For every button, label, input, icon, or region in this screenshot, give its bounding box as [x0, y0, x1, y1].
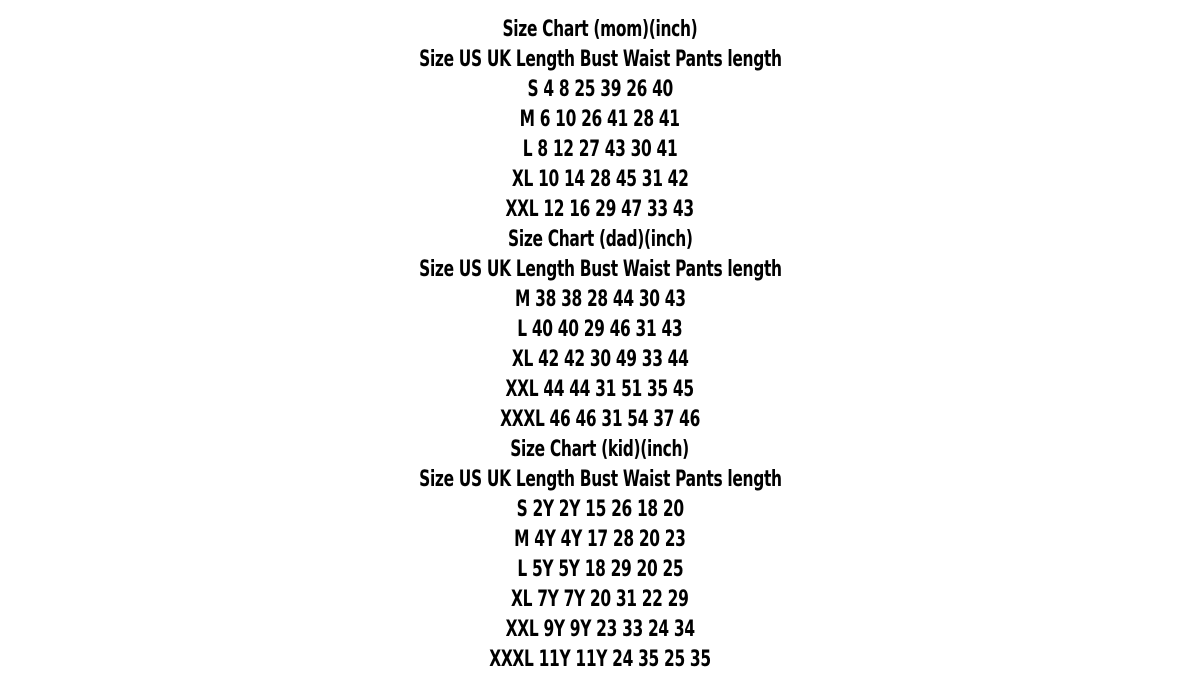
size-row: S 2Y 2Y 15 26 18 20: [516, 497, 684, 522]
section-title-kid: Size Chart (kid)(inch): [510, 437, 690, 462]
size-row: XXL 44 44 31 51 35 45: [505, 377, 695, 402]
column-header-kid: Size US UK Length Bust Waist Pants length: [418, 467, 782, 492]
section-title-mom: Size Chart (mom)(inch): [502, 17, 698, 42]
size-row: XXXL 11Y 11Y 24 35 25 35: [489, 647, 711, 672]
size-row: L 40 40 29 46 31 43: [517, 317, 683, 342]
size-row: XL 42 42 30 49 33 44: [511, 347, 689, 372]
section-title-dad: Size Chart (dad)(inch): [507, 227, 693, 252]
size-row: XL 10 14 28 45 31 42: [511, 167, 689, 192]
size-row: XL 7Y 7Y 20 31 22 29: [511, 587, 689, 612]
size-row: L 5Y 5Y 18 29 20 25: [517, 557, 683, 582]
size-row: M 38 38 28 44 30 43: [514, 287, 686, 312]
size-row: M 6 10 26 41 28 41: [519, 107, 681, 132]
size-row: XXL 9Y 9Y 23 33 24 34: [505, 617, 695, 642]
size-row: XXL 12 16 29 47 33 43: [505, 197, 695, 222]
column-header-mom: Size US UK Length Bust Waist Pants length: [418, 47, 782, 72]
size-row: M 4Y 4Y 17 28 20 23: [514, 527, 686, 552]
size-chart-document: [0, 15, 1200, 675]
column-header-dad: Size US UK Length Bust Waist Pants length: [418, 257, 782, 282]
size-row: S 4 8 25 39 26 40: [527, 77, 673, 102]
size-row: XXXL 46 46 31 54 37 46: [500, 407, 700, 432]
size-row: L 8 12 27 43 30 41: [522, 137, 678, 162]
